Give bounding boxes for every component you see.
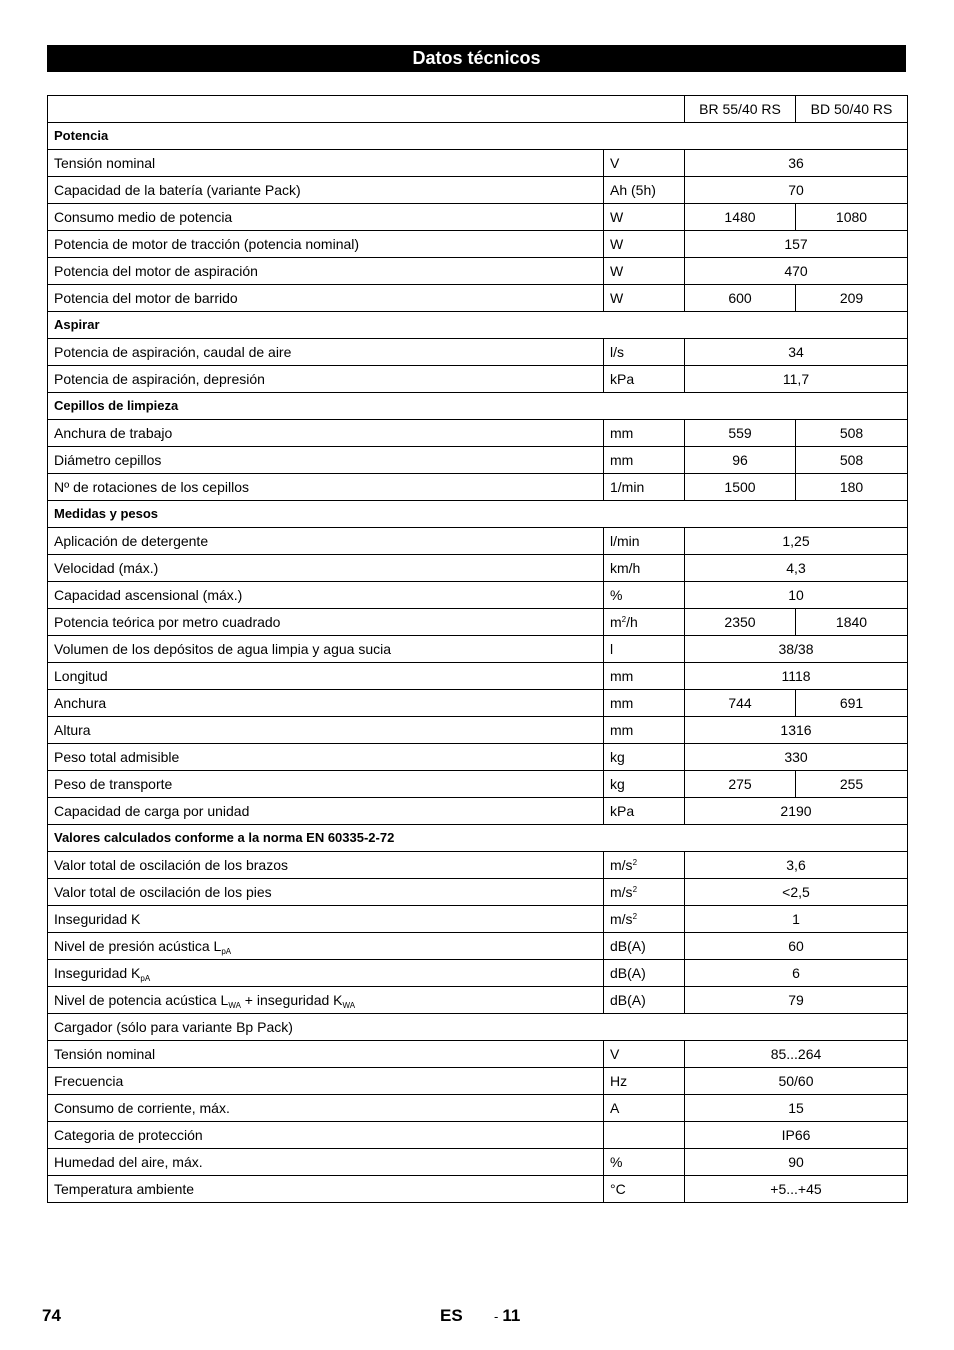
- spec-unit-text: %: [610, 587, 623, 603]
- spec-unit-text: %: [610, 1154, 623, 1170]
- spec-value-shared: 15: [685, 1095, 908, 1122]
- spec-label: [48, 1041, 604, 1068]
- table-row: [48, 1041, 908, 1068]
- spec-label: [48, 447, 604, 474]
- spec-value-shared: 38/38: [685, 636, 908, 663]
- spec-value-shared: 34: [685, 339, 908, 366]
- spec-unit-text: Hz: [610, 1073, 628, 1089]
- spec-unit: [604, 852, 685, 879]
- section-header-row: [48, 825, 908, 852]
- table-row: [48, 717, 908, 744]
- spec-label: [48, 1122, 604, 1149]
- section-title: Medidas y pesos: [48, 501, 908, 528]
- section-header-row: [48, 312, 908, 339]
- spec-unit: [604, 636, 685, 663]
- table-row: [48, 744, 908, 771]
- spec-value-bd: 508: [796, 447, 908, 474]
- spec-value-br: 2350: [685, 609, 796, 636]
- spec-unit: [604, 906, 685, 933]
- sub-page-dash: -: [494, 1309, 499, 1324]
- spec-unit-text: km/h: [610, 560, 641, 576]
- spec-label-text: Potencia de aspiración, caudal de aire: [54, 344, 292, 360]
- spec-label-text: Altura: [54, 722, 91, 738]
- spec-unit: [604, 798, 685, 825]
- table-row: [48, 636, 908, 663]
- spec-label-text: Inseguridad K: [54, 965, 141, 981]
- spec-label-text: Volumen de los depósitos de agua limpia y agua sucia: [54, 641, 391, 657]
- spec-value-shared: 11,7: [685, 366, 908, 393]
- spec-unit-text: W: [610, 263, 624, 279]
- spec-label-text: Aplicación de detergente: [54, 533, 209, 549]
- table-row: [48, 906, 908, 933]
- spec-label-text: Consumo de corriente, máx.: [54, 1100, 230, 1116]
- spec-unit-superscript: 2: [632, 858, 638, 867]
- spec-value-shared: 85...264: [685, 1041, 908, 1068]
- section-title: Potencia: [48, 123, 908, 150]
- spec-unit: [604, 447, 685, 474]
- spec-label: [48, 474, 604, 501]
- spec-value-shared: 70: [685, 177, 908, 204]
- spec-unit: [604, 879, 685, 906]
- spec-label-text: Anchura de trabajo: [54, 425, 173, 441]
- spec-label-text: Valor total de oscilación de los pies: [54, 884, 272, 900]
- language-code: ES: [440, 1306, 463, 1325]
- spec-label: [48, 231, 604, 258]
- sub-page-number: [494, 1306, 520, 1326]
- spec-label: [48, 1068, 604, 1095]
- table-row: [48, 690, 908, 717]
- spec-label: [48, 960, 604, 987]
- spec-value-shared: 50/60: [685, 1068, 908, 1095]
- section-title: Cepillos de limpieza: [48, 393, 908, 420]
- spec-unit: [604, 474, 685, 501]
- spec-value-shared: 157: [685, 231, 908, 258]
- table-row: [48, 987, 908, 1014]
- spec-label: [48, 636, 604, 663]
- spec-unit-superscript: 2: [632, 912, 638, 921]
- spec-unit-text: l: [610, 641, 614, 657]
- spec-label: [48, 717, 604, 744]
- sub-page-value: 11: [502, 1306, 521, 1325]
- spec-value-bd: 1080: [796, 204, 908, 231]
- spec-label: [48, 555, 604, 582]
- spec-unit: [604, 771, 685, 798]
- spec-label-subscript: WA: [228, 1001, 241, 1010]
- spec-unit: [604, 987, 685, 1014]
- spec-unit: [604, 744, 685, 771]
- spec-value-bd: 255: [796, 771, 908, 798]
- table-row: [48, 1149, 908, 1176]
- spec-label: [48, 879, 604, 906]
- table-row: [48, 339, 908, 366]
- spec-unit-text: l/min: [610, 533, 640, 549]
- spec-unit: [604, 258, 685, 285]
- spec-unit: [604, 1095, 685, 1122]
- spec-unit: [604, 582, 685, 609]
- model-column-header: BR 55/40 RS: [685, 96, 796, 123]
- table-row: [48, 798, 908, 825]
- spec-unit-text: V: [610, 1046, 620, 1062]
- table-row: [48, 582, 908, 609]
- spec-unit: [604, 1149, 685, 1176]
- spec-unit: [604, 231, 685, 258]
- spec-unit: [604, 663, 685, 690]
- table-header-row: [48, 96, 908, 123]
- spec-unit-text: mm: [610, 668, 634, 684]
- spec-label-text: Consumo medio de potencia: [54, 209, 233, 225]
- spec-label-text: Humedad del aire, máx.: [54, 1154, 203, 1170]
- spec-value-bd: 691: [796, 690, 908, 717]
- spec-label: [48, 1095, 604, 1122]
- spec-label-subscript: pA: [221, 947, 232, 956]
- spec-label-text: Nº de rotaciones de los cepillos: [54, 479, 249, 495]
- page-title: Datos técnicos: [47, 45, 906, 72]
- spec-unit: [604, 1041, 685, 1068]
- table-row: [48, 258, 908, 285]
- spec-label-text: Potencia teórica por metro cuadrado: [54, 614, 281, 630]
- spec-value-shared: IP66: [685, 1122, 908, 1149]
- spec-label: [48, 987, 604, 1014]
- spec-label: [48, 150, 604, 177]
- table-row: [48, 852, 908, 879]
- spec-label: [48, 933, 604, 960]
- spec-unit-text: °C: [610, 1181, 626, 1197]
- spec-value-shared: <2,5: [685, 879, 908, 906]
- spec-label-text: Tensión nominal: [54, 1046, 156, 1062]
- spec-label: [48, 771, 604, 798]
- spec-value-bd: 1840: [796, 609, 908, 636]
- spec-label-text: Tensión nominal: [54, 155, 156, 171]
- section-title: Aspirar: [48, 312, 908, 339]
- spec-label: [48, 258, 604, 285]
- spec-label-text: Potencia del motor de aspiración: [54, 263, 258, 279]
- spec-unit-text: dB(A): [610, 992, 646, 1008]
- spec-label-text: Capacidad de la batería (variante Pack): [54, 182, 301, 198]
- table-row: [48, 555, 908, 582]
- spec-value-shared: 2190: [685, 798, 908, 825]
- spec-label-text: Capacidad ascensional (máx.): [54, 587, 243, 603]
- spec-label: [48, 339, 604, 366]
- table-row: [48, 609, 908, 636]
- spec-unit: [604, 339, 685, 366]
- section-title: Valores calculados conforme a la norma EN 60335-2-72: [48, 825, 908, 852]
- spec-value-br: 1480: [685, 204, 796, 231]
- section-header-row: [48, 501, 908, 528]
- spec-unit-superscript: 2: [621, 615, 627, 624]
- spec-value-br: 1500: [685, 474, 796, 501]
- spec-unit-text: Ah (5h): [610, 182, 656, 198]
- spec-value-br: 559: [685, 420, 796, 447]
- spec-label: [48, 366, 604, 393]
- spec-value-shared: 36: [685, 150, 908, 177]
- spec-label-text: Velocidad (máx.): [54, 560, 159, 576]
- spec-unit: [604, 960, 685, 987]
- spec-label-text: Frecuencia: [54, 1073, 124, 1089]
- spec-unit: [604, 150, 685, 177]
- table-row: [48, 960, 908, 987]
- table-row: [48, 1095, 908, 1122]
- page-number: 74: [42, 1306, 61, 1325]
- spec-unit-text: mm: [610, 452, 634, 468]
- spec-label-text: Diámetro cepillos: [54, 452, 162, 468]
- spec-value-shared: 90: [685, 1149, 908, 1176]
- spec-label: [48, 204, 604, 231]
- spec-unit: [604, 609, 685, 636]
- spec-label-text: Categoria de protección: [54, 1127, 203, 1143]
- table-row: [48, 366, 908, 393]
- spec-unit: [604, 528, 685, 555]
- spec-label: [48, 420, 604, 447]
- spec-label-text-cont: + inseguridad K: [240, 992, 343, 1008]
- table-row: [48, 1122, 908, 1149]
- spec-value-shared: 1118: [685, 663, 908, 690]
- spec-unit: [604, 366, 685, 393]
- spec-unit-text: m/s: [610, 911, 633, 927]
- spec-value-shared: 3,6: [685, 852, 908, 879]
- spec-unit-text: 1/min: [610, 479, 645, 495]
- spec-value-br: 600: [685, 285, 796, 312]
- spec-unit: [604, 420, 685, 447]
- spec-value-bd: 180: [796, 474, 908, 501]
- spec-value-shared: 60: [685, 933, 908, 960]
- table-row: [48, 474, 908, 501]
- spec-unit: [604, 1068, 685, 1095]
- spec-unit-text: dB(A): [610, 965, 646, 981]
- table-row: [48, 285, 908, 312]
- table-row: [48, 879, 908, 906]
- table-row: [48, 177, 908, 204]
- spec-unit: [604, 1176, 685, 1203]
- spec-label-text: Temperatura ambiente: [54, 1181, 195, 1197]
- spec-unit-text: W: [610, 236, 624, 252]
- table-row: [48, 1068, 908, 1095]
- spec-value-br: 275: [685, 771, 796, 798]
- spec-label: [48, 1149, 604, 1176]
- spec-label: [48, 852, 604, 879]
- spec-unit-text: l/s: [610, 344, 624, 360]
- table-row: [48, 204, 908, 231]
- spec-unit-text: kPa: [610, 803, 635, 819]
- spec-unit-superscript: 2: [632, 885, 638, 894]
- spec-unit: [604, 204, 685, 231]
- spec-unit-text: dB(A): [610, 938, 646, 954]
- spec-label: [48, 663, 604, 690]
- spec-value-bd: 508: [796, 420, 908, 447]
- spec-unit: [604, 690, 685, 717]
- spec-label-text: Nivel de presión acústica L: [54, 938, 222, 954]
- spec-unit-text: kPa: [610, 371, 635, 387]
- spec-unit-text: mm: [610, 722, 634, 738]
- spec-value-shared: +5...+45: [685, 1176, 908, 1203]
- technical-data-table: [47, 95, 908, 1203]
- spec-label-text: Longitud: [54, 668, 108, 684]
- spec-value-shared: 1316: [685, 717, 908, 744]
- spec-label: [48, 582, 604, 609]
- table-row: [48, 231, 908, 258]
- spec-unit-text: kg: [610, 749, 625, 765]
- spec-label-text: Potencia de aspiración, depresión: [54, 371, 265, 387]
- spec-label-text: Inseguridad K: [54, 911, 141, 927]
- table-row: [48, 933, 908, 960]
- table-row: [48, 150, 908, 177]
- spec-label: [48, 798, 604, 825]
- subsection-header-row: [48, 1014, 908, 1041]
- header-empty-cell: [48, 96, 685, 123]
- section-header-row: [48, 393, 908, 420]
- spec-label-text: Anchura: [54, 695, 107, 711]
- table-row: [48, 663, 908, 690]
- spec-label-text: Valor total de oscilación de los brazos: [54, 857, 288, 873]
- spec-label: [48, 906, 604, 933]
- spec-value-shared: 4,3: [685, 555, 908, 582]
- spec-label-subscript: WA: [342, 1001, 356, 1010]
- spec-label: [48, 177, 604, 204]
- spec-label-text: Potencia del motor de barrido: [54, 290, 238, 306]
- spec-unit: [604, 285, 685, 312]
- spec-label: [48, 528, 604, 555]
- spec-unit-text: mm: [610, 695, 634, 711]
- table-row: [48, 771, 908, 798]
- spec-unit-text: m: [610, 614, 622, 630]
- spec-value-shared: 6: [685, 960, 908, 987]
- spec-label-text: Nivel de potencia acústica L: [54, 992, 229, 1008]
- spec-label-text: Peso total admisible: [54, 749, 180, 765]
- spec-value-shared: 10: [685, 582, 908, 609]
- spec-unit-text: W: [610, 209, 624, 225]
- spec-value-shared: 1: [685, 906, 908, 933]
- spec-unit: [604, 933, 685, 960]
- spec-unit-text: m/s: [610, 884, 633, 900]
- spec-value-br: 744: [685, 690, 796, 717]
- spec-unit-text: mm: [610, 425, 634, 441]
- section-header-row: [48, 123, 908, 150]
- spec-unit-text: V: [610, 155, 620, 171]
- spec-value-br: 96: [685, 447, 796, 474]
- model-column-header: BD 50/40 RS: [796, 96, 908, 123]
- spec-unit-text: m/s: [610, 857, 633, 873]
- spec-label: [48, 744, 604, 771]
- spec-label: [48, 609, 604, 636]
- spec-value-shared: 470: [685, 258, 908, 285]
- spec-unit: [604, 555, 685, 582]
- spec-unit-text-cont: /h: [626, 614, 638, 630]
- spec-label: [48, 1176, 604, 1203]
- spec-label: [48, 285, 604, 312]
- spec-unit: [604, 1122, 685, 1149]
- table-row: [48, 447, 908, 474]
- spec-value-shared: 1,25: [685, 528, 908, 555]
- spec-label-text: Capacidad de carga por unidad: [54, 803, 250, 819]
- spec-label-text: Potencia de motor de tracción (potencia nominal): [54, 236, 360, 252]
- table-row: [48, 528, 908, 555]
- spec-unit-text: W: [610, 290, 624, 306]
- spec-value-shared: 330: [685, 744, 908, 771]
- spec-unit: [604, 177, 685, 204]
- spec-label-subscript: pA: [140, 974, 151, 983]
- spec-unit-text: kg: [610, 776, 625, 792]
- spec-label: [48, 690, 604, 717]
- table-row: [48, 420, 908, 447]
- section-title: Cargador (sólo para variante Bp Pack): [48, 1014, 908, 1041]
- spec-unit: [604, 717, 685, 744]
- spec-value-bd: 209: [796, 285, 908, 312]
- spec-label-text: Peso de transporte: [54, 776, 173, 792]
- table-row: [48, 1176, 908, 1203]
- spec-unit-text: A: [610, 1100, 620, 1116]
- spec-value-shared: 79: [685, 987, 908, 1014]
